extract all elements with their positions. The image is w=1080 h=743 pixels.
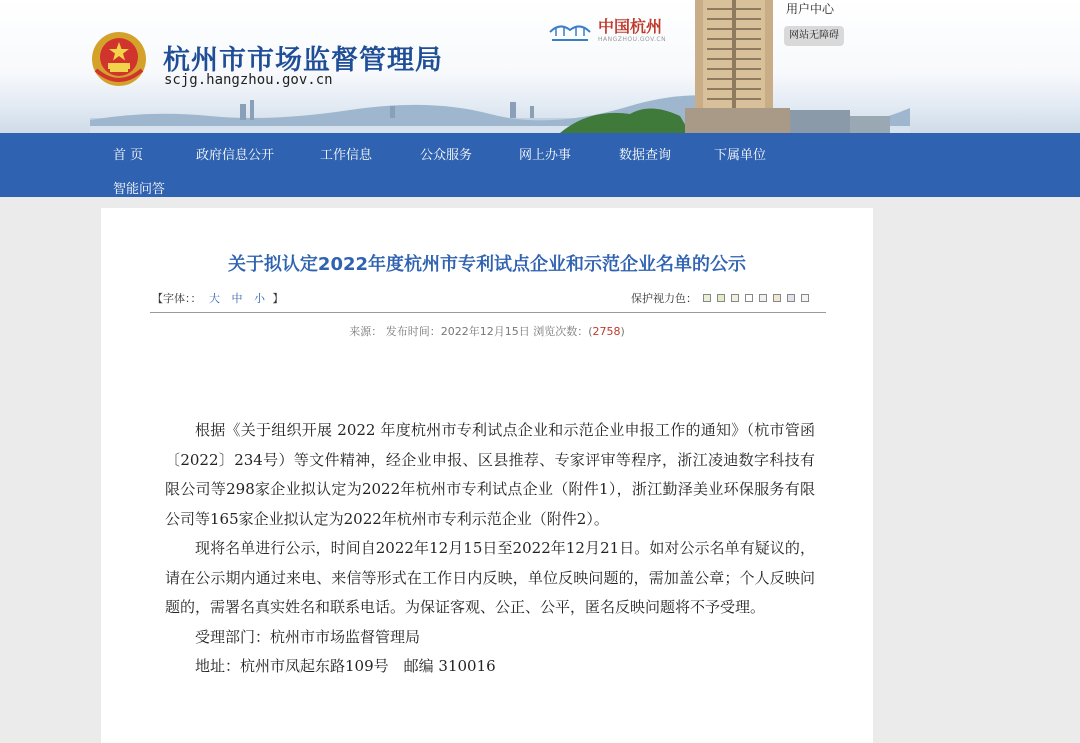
eye-color-swatch[interactable]: [759, 294, 767, 302]
font-size-close: 】: [272, 292, 284, 305]
title-divider: [150, 312, 826, 313]
nav-item-work-info[interactable]: 工作信息: [320, 148, 373, 163]
nav-item-smart-qa[interactable]: 智能问答: [113, 182, 166, 197]
font-size-medium-button[interactable]: 中: [231, 292, 243, 305]
article-paragraph: 受理部门：杭州市市场监督管理局: [195, 627, 421, 646]
city-logo-name: 中国杭州: [598, 17, 663, 36]
eye-protection-label: 保护视力色：: [631, 292, 697, 305]
nav-item-subordinate-units[interactable]: 下属单位: [714, 148, 767, 163]
city-logo-sub: HANGZHOU.GOV.CN: [598, 36, 667, 43]
eye-color-swatch[interactable]: [745, 294, 753, 302]
nav-item-public-service[interactable]: 公众服务: [420, 148, 473, 163]
article-title: 关于拟认定2022年度杭州市专利试点企业和示范企业名单的公示: [227, 254, 747, 275]
accessibility-button[interactable]: 网站无障碍: [784, 26, 844, 46]
china-hangzhou-logo[interactable]: [548, 18, 666, 44]
meta-publish-date: 发布时间：2022年12月15日: [385, 325, 530, 338]
meta-views-close: ): [620, 325, 625, 338]
article-body: [165, 416, 815, 682]
article-paragraph: 根据《关于组织开展 2022 年度杭州市专利试点企业和示范企业申报工作的通知》（杭市管函〔2022〕234号）等文件精神，经企业申报、区县推荐、专家评审等程序，浙江凌迪数字科技有限公司等298家企业拟认定为2022年杭州市专利试点企业（附件1），浙江勤泽美业环保服务有限公司等165家企业拟认定为2022年杭州市专利示范企业（附件2）。: [165, 421, 815, 528]
article-paragraph: 现将名单进行公示，时间自2022年12月15日至2022年12月21日。如对公示名单有疑议的，请在公示期内通过来电、来信等形式在工作日内反映，单位反映问题的，需加盖公章；个人反映问题的，需署名真实姓名和联系电话。为保证客观、公正、公平，匿名反映问题将不予受理。: [165, 539, 815, 616]
meta-source: 来源：: [349, 325, 383, 338]
hangzhou-logo-mark-icon: [548, 18, 592, 44]
nav-item-data-query[interactable]: 数据查询: [619, 148, 672, 163]
user-center-link[interactable]: 用户中心: [786, 2, 835, 16]
eye-color-swatch[interactable]: [717, 294, 725, 302]
main-nav: [0, 133, 1080, 197]
meta-views-label: 浏览次数：(: [533, 325, 593, 338]
article-meta: [101, 323, 873, 339]
eye-color-swatch[interactable]: [703, 294, 711, 302]
government-building-image: [685, 0, 790, 133]
font-size-selector: [152, 290, 284, 306]
nav-item-online-service[interactable]: 网上办事: [519, 148, 572, 163]
eye-protection-colors: [631, 290, 809, 306]
nav-item-home[interactable]: 首 页: [113, 148, 144, 163]
article-card: [101, 208, 873, 743]
meta-view-count: 2758: [592, 325, 621, 338]
eye-color-swatch[interactable]: [731, 294, 739, 302]
font-size-large-button[interactable]: 大: [209, 292, 220, 305]
nav-item-gov-info[interactable]: 政府信息公开: [196, 148, 275, 163]
eye-color-swatch[interactable]: [773, 294, 781, 302]
font-size-label: 【字体：：: [152, 292, 202, 305]
eye-color-swatch[interactable]: [801, 294, 809, 302]
article-paragraph: 地址：杭州市凤起东路109号 邮编 310016: [195, 657, 496, 675]
national-emblem-icon: [90, 30, 148, 88]
eye-color-swatch[interactable]: [787, 294, 795, 302]
site-domain: scjg.hangzhou.gov.cn: [164, 72, 333, 88]
font-size-small-button[interactable]: 小: [254, 292, 265, 305]
site-title[interactable]: 杭州市市场监督管理局: [163, 45, 443, 76]
header-banner: [0, 0, 1080, 133]
